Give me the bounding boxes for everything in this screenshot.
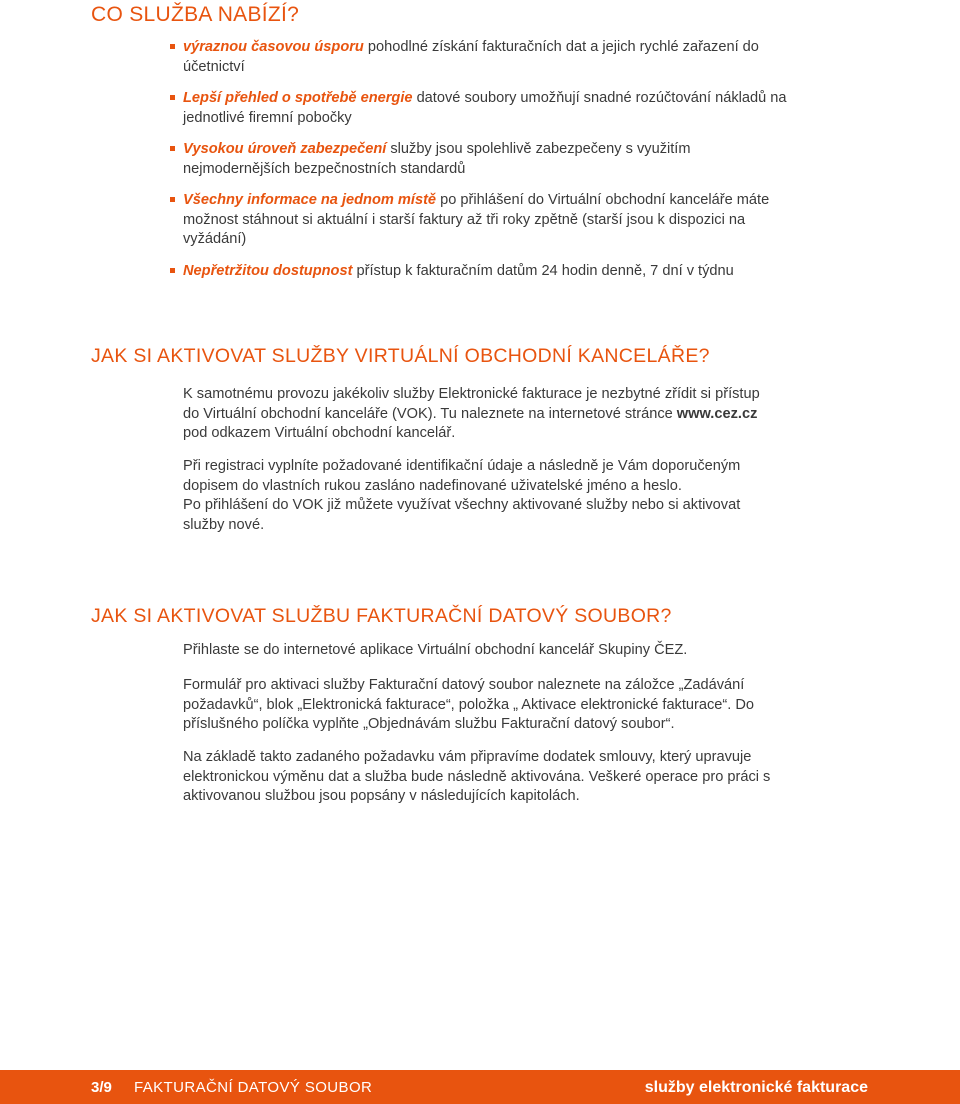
bullet-square-icon [170,44,175,49]
list-item [170,89,790,128]
section-heading-vok: JAK SI AKTIVOVAT SLUŽBY VIRTUÁLNÍ OBCHODNÍ KANCELÁŘE? [91,345,710,367]
bullet-square-icon [170,268,175,273]
bullet-text: datové soubory umožňují snadné rozúčtování nákladů na jednotlivé firemní pobočky [183,90,787,126]
website-link[interactable]: www.cez.cz [676,405,758,422]
footer-bar [0,1070,960,1104]
bullet-square-icon [170,146,175,151]
list-item [170,38,790,77]
paragraph-text: pod odkazem Virtuální obchodní kancelář. [183,425,456,441]
benefits-list [170,38,790,293]
bullet-highlight: Lepší přehled o spotřebě energie [183,90,413,106]
bullet-text: pohodlné získání fakturačních dat a jejich rychlé zařazení do účetnictví [183,39,759,75]
list-item [170,262,790,282]
paragraph-registration: Při registraci vyplníte požadované identifikační údaje a následně je Vám doporučeným dopisem do vlastních rukou zasláno nadefinované uživatelské jméno a heslo. [183,458,741,494]
bullet-text: po přihlášení do Virtuální obchodní kanceláře máte možnost stáhnout si aktuální i starší faktury až tři roky zpětně (starší jsou k dispozici na vyžádání) [183,192,770,247]
footer-section-title: FAKTURAČNÍ DATOVÝ SOUBOR [134,1079,373,1096]
page-heading: CO SLUŽBA NABÍZÍ? [91,3,300,26]
list-item [170,191,790,250]
paragraph-login: Přihlaste se do internetové aplikace Virtuální obchodní kancelář Skupiny ČEZ. [183,642,688,658]
bullet-square-icon [170,197,175,202]
bullet-highlight: Vysokou úroveň zabezpečení [183,141,387,157]
paragraph-vok-access [183,385,773,444]
bullet-text: služby jsou spolehlivě zabezpečeny s využitím nejmodernějších bezpečnostních standardů [183,141,691,177]
bullet-highlight: Nepřetržitou dostupnost [183,262,353,279]
paragraph-text: K samotnému provozu jakékoliv služby Elektronické fakturace je nezbytné zřídit si přístup do Virtuální obchodní kanceláře (VOK). Tu naleznete na internetové stránce [183,386,760,422]
bullet-highlight: Všechny informace na jednom místě [183,192,437,208]
bullet-highlight: výraznou časovou úsporu [183,39,364,55]
footer-brand: služby elektronické fakturace [644,1079,868,1096]
paragraph-form: Formulář pro aktivaci služby Fakturační datový soubor naleznete na záložce „Zadávání požadavků“, blok „Elektronická fakturace“, položka „ Aktivace elektronické fakturace“. Do příslušného políčka vyplňte „Objednávám službu Fakturační datový soubor“. [183,677,755,732]
section-heading-data-file: JAK SI AKTIVOVAT SLUŽBU FAKTURAČNÍ DATOVÝ SOUBOR? [91,605,672,627]
bullet-text: přístup k fakturačním datům 24 hodin denně, 7 dní v týdnu [352,262,734,279]
bullet-square-icon [170,95,175,100]
list-item [170,140,790,179]
paragraph-after-login: Po přihlášení do VOK již můžete využívat všechny aktivované služby nebo si aktivovat služby nové. [183,497,741,533]
page-number: 3/9 [91,1079,112,1096]
paragraph-amendment: Na základě takto zadaného požadavku vám připravíme dodatek smlouvy, který upravuje elektronickou výměnu dat a služba bude následně aktivována. Veškeré operace pro práci s aktivovanou službou jsou popsány v následujících kapitolách. [183,749,771,804]
